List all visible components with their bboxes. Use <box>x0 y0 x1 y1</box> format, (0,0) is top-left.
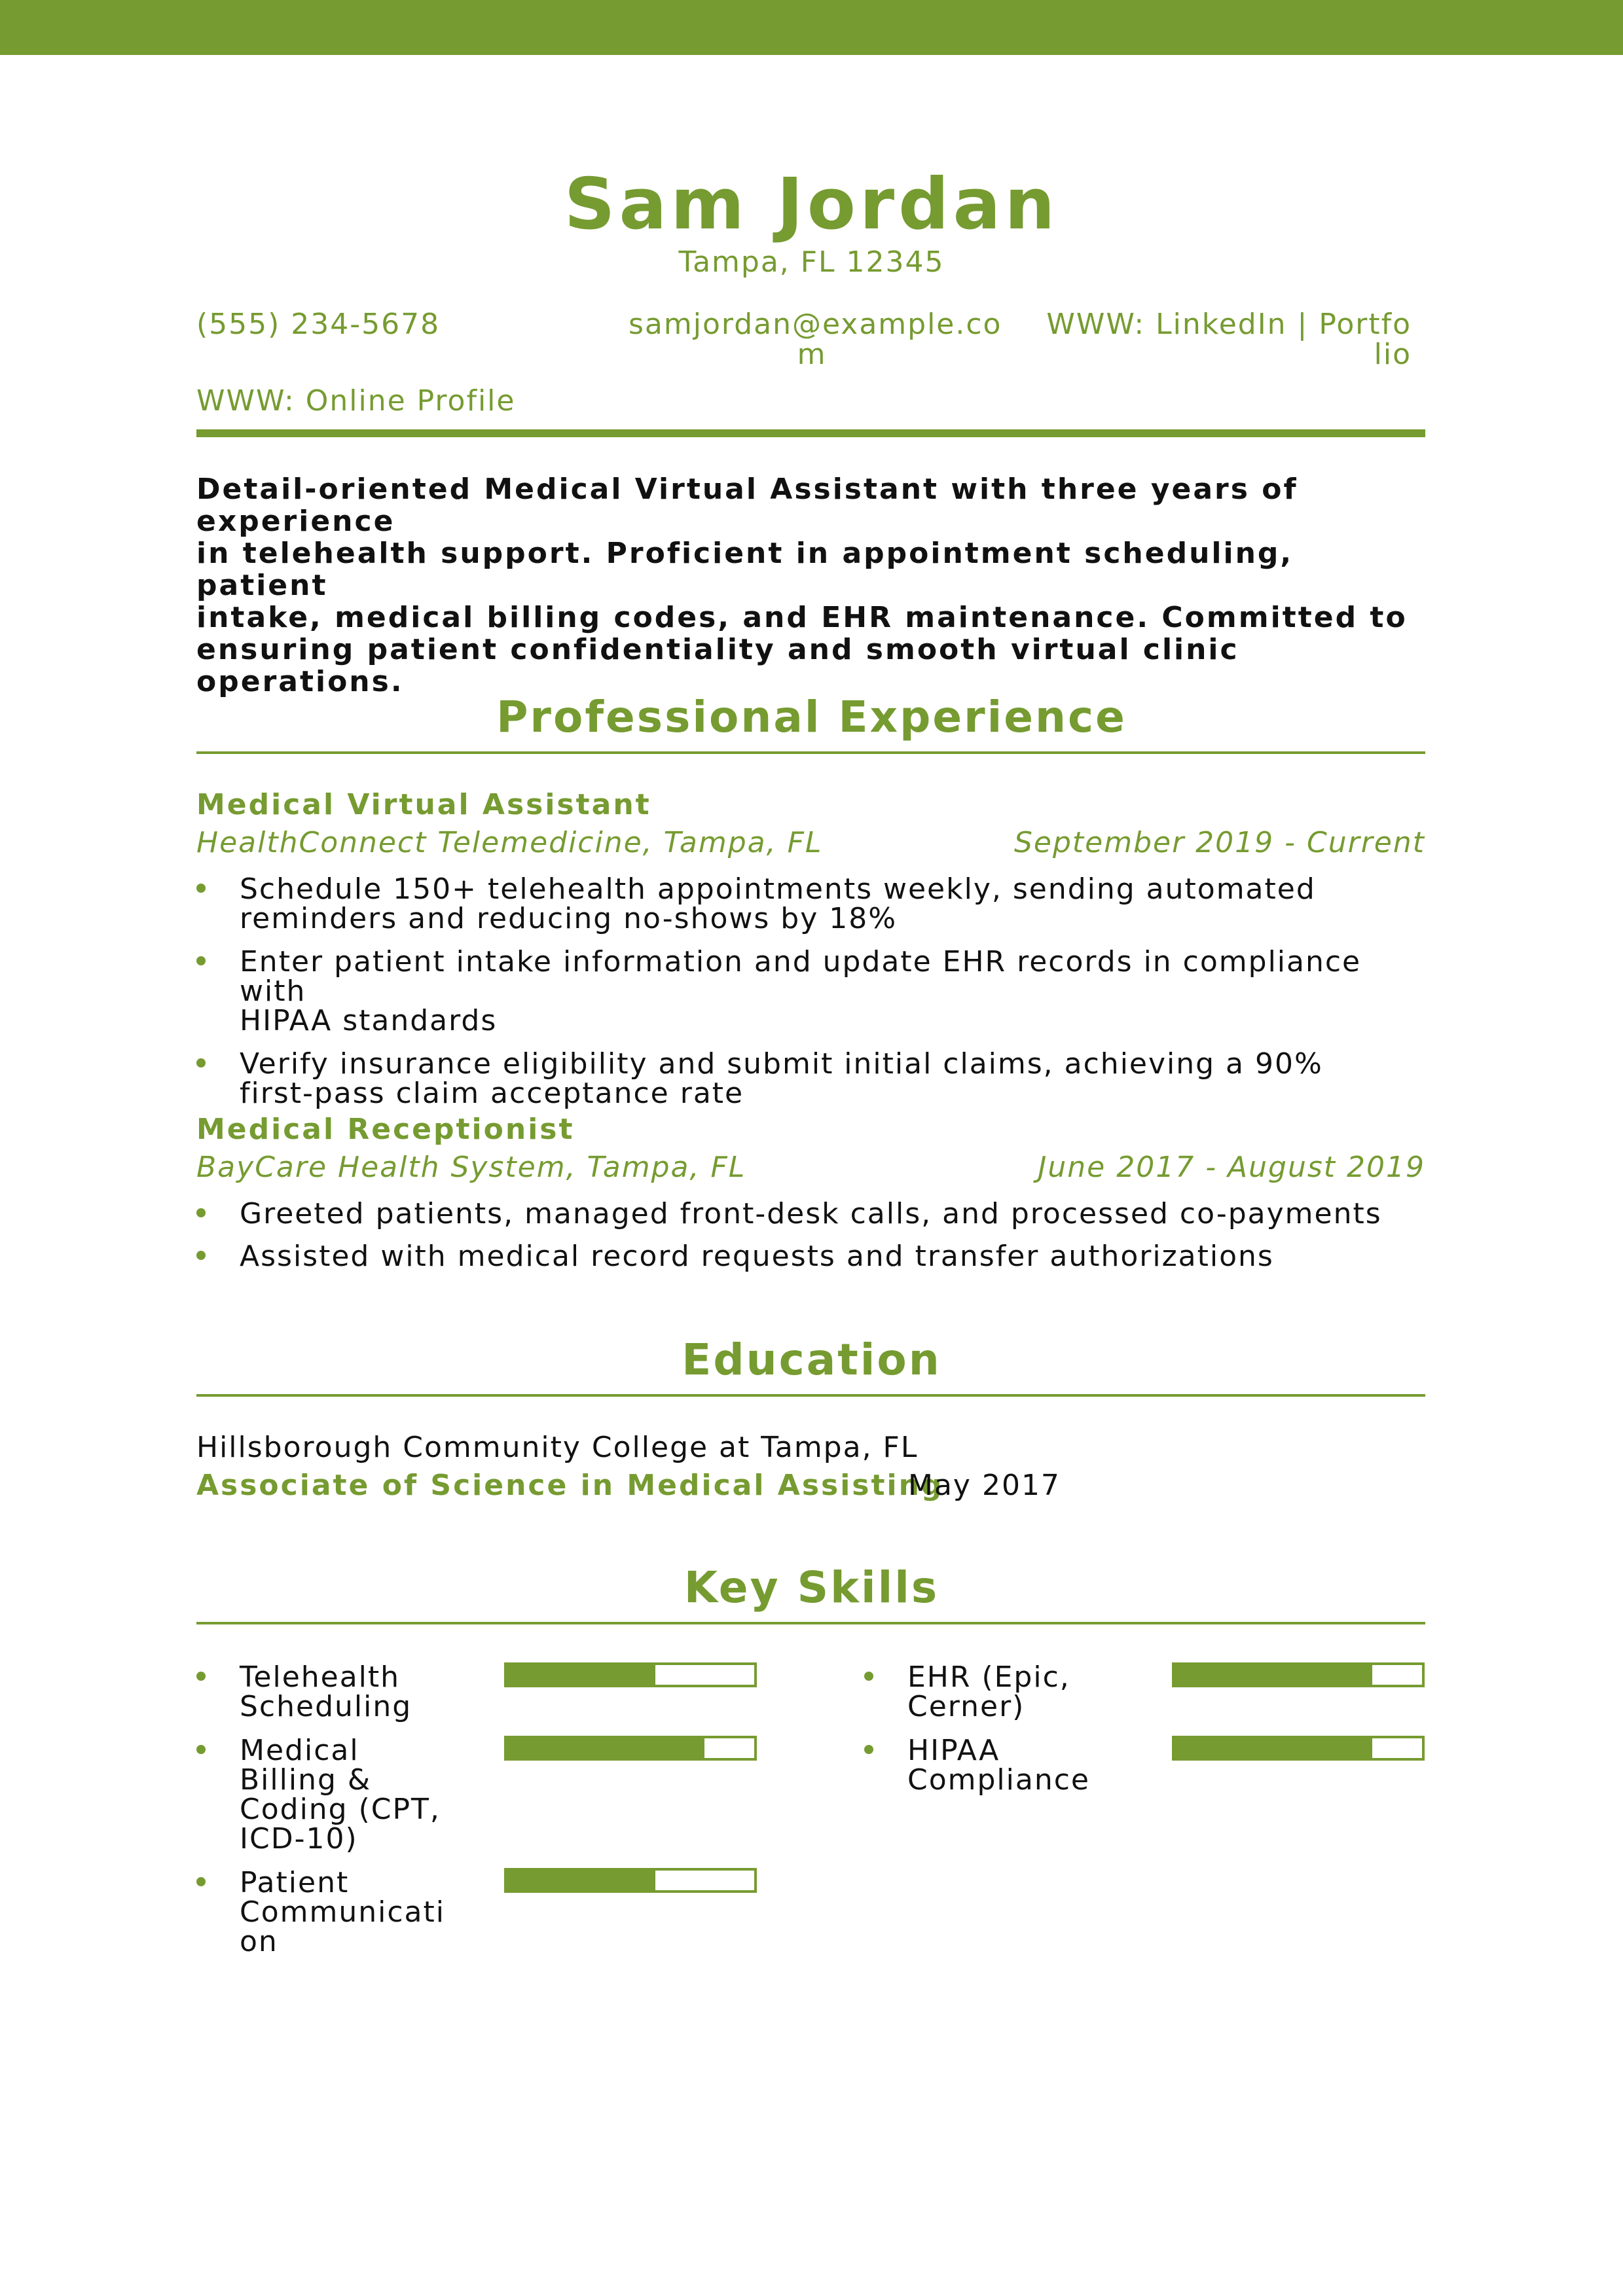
skill-level-fill <box>507 1871 655 1890</box>
email-line-1: samjordan@example.co <box>629 308 1002 341</box>
skill-label-line: Telehealth <box>240 1660 401 1694</box>
skill-label <box>240 1662 456 1721</box>
skill-label <box>240 1868 456 1956</box>
bullet-dot <box>864 1672 873 1681</box>
skill-label-line: HIPAA <box>907 1734 1000 1767</box>
bullet-line: reminders and reducing no-shows by 18% <box>240 902 898 935</box>
skill-level-fill <box>507 1665 655 1685</box>
bullet-dot <box>196 1877 206 1886</box>
summary-line: intake, medical billing codes, and EHR maintenance. Committed to <box>196 601 1408 634</box>
job-2-company: BayCare Health System, Tampa, FL <box>196 1151 746 1184</box>
bullet-line: Schedule 150+ telehealth appointments weekly, sending automated <box>240 872 1316 906</box>
skill-label <box>907 1662 1123 1721</box>
summary-line: Detail-oriented Medical Virtual Assistant with three years of experience <box>196 473 1298 538</box>
bullet-dot <box>196 1672 206 1681</box>
degree-name: Associate of Science in Medical Assisting <box>196 1469 944 1502</box>
education-divider <box>196 1394 1425 1397</box>
skill-level-bar <box>1172 1736 1425 1761</box>
skill-label-line: ICD-10) <box>240 1822 358 1856</box>
list-item <box>196 1242 1425 1271</box>
bullet-dot <box>864 1745 873 1754</box>
school-name: Hillsborough Community College at Tampa, FL <box>196 1431 919 1464</box>
skill-label-line: Compliance <box>907 1763 1090 1797</box>
job-1-company: HealthConnect Telemedicine, Tampa, FL <box>196 826 823 859</box>
job-2-dates: June 2017 - August 2019 <box>1038 1151 1425 1184</box>
skill-label <box>907 1736 1123 1795</box>
top-accent-bar <box>0 0 1623 55</box>
online-profile-link[interactable]: WWW: Online Profile <box>196 384 516 418</box>
skill-label-line: Coding (CPT, <box>240 1793 441 1826</box>
skills-divider <box>196 1622 1425 1624</box>
experience-heading: Professional Experience <box>496 692 1127 742</box>
linkedin-portfolio-link[interactable] <box>1021 310 1412 370</box>
list-item <box>196 1199 1425 1229</box>
bullet-line: Assisted with medical record requests and transfer authorizations <box>240 1240 1274 1273</box>
skill-label-line: Medical <box>240 1734 359 1767</box>
skill-level-bar <box>504 1736 757 1761</box>
skill-level-bar <box>1172 1662 1425 1687</box>
phone-number: (555) 234-5678 <box>196 308 441 341</box>
graduation-date: May 2017 <box>908 1469 1061 1502</box>
job-2-title: Medical Receptionist <box>196 1113 575 1146</box>
list-item <box>196 947 1425 1035</box>
skill-level-fill <box>1175 1665 1372 1685</box>
summary-line: in telehealth support. Proficient in appointment scheduling, patient <box>196 537 1294 602</box>
skills-heading: Key Skills <box>684 1562 939 1613</box>
job-1-title: Medical Virtual Assistant <box>196 788 651 821</box>
bullet-line: HIPAA standards <box>240 1004 498 1037</box>
skill-label-line: Billing & <box>240 1763 372 1797</box>
bullet-line: Verify insurance eligibility and submit initial claims, achieving a 90% <box>240 1047 1323 1081</box>
links-line-2: lio <box>1374 338 1412 371</box>
skill-level-bar <box>504 1662 757 1687</box>
job-1-bullets <box>196 874 1425 1122</box>
skill-label-line: Communicati <box>240 1895 445 1929</box>
candidate-location: Tampa, FL 12345 <box>678 245 945 279</box>
links-line-1: WWW: LinkedIn | Portfo <box>1046 308 1412 341</box>
header-divider <box>196 429 1425 437</box>
professional-summary <box>196 473 1425 698</box>
skill-level-fill <box>1175 1738 1372 1758</box>
list-item <box>196 1049 1425 1108</box>
candidate-name: Sam Jordan <box>564 164 1059 245</box>
bullet-line: first-pass claim acceptance rate <box>240 1077 744 1110</box>
skill-label-line: EHR (Epic, <box>907 1660 1070 1694</box>
skill-label-line: Scheduling <box>240 1690 412 1723</box>
bullet-dot <box>196 1745 206 1754</box>
education-heading: Education <box>682 1335 941 1385</box>
email-line-2: m <box>797 338 827 371</box>
summary-line: ensuring patient confidentiality and smooth virtual clinic operations. <box>196 633 1239 698</box>
skill-label <box>240 1736 456 1854</box>
skill-level-fill <box>507 1738 704 1758</box>
job-2-bullets <box>196 1199 1425 1285</box>
experience-divider <box>196 751 1425 754</box>
skill-level-bar <box>504 1868 757 1893</box>
bullet-line: Greeted patients, managed front-desk calls, and processed co-payments <box>240 1197 1382 1230</box>
job-1-dates: September 2019 - Current <box>1013 826 1425 859</box>
skill-label-line: Cerner) <box>907 1690 1025 1723</box>
bullet-line: Enter patient intake information and update EHR records in compliance with <box>240 945 1362 1008</box>
skill-label-line: Patient <box>240 1866 350 1899</box>
skill-label-line: on <box>240 1925 278 1958</box>
email-address[interactable] <box>629 308 1002 371</box>
list-item <box>196 874 1425 933</box>
